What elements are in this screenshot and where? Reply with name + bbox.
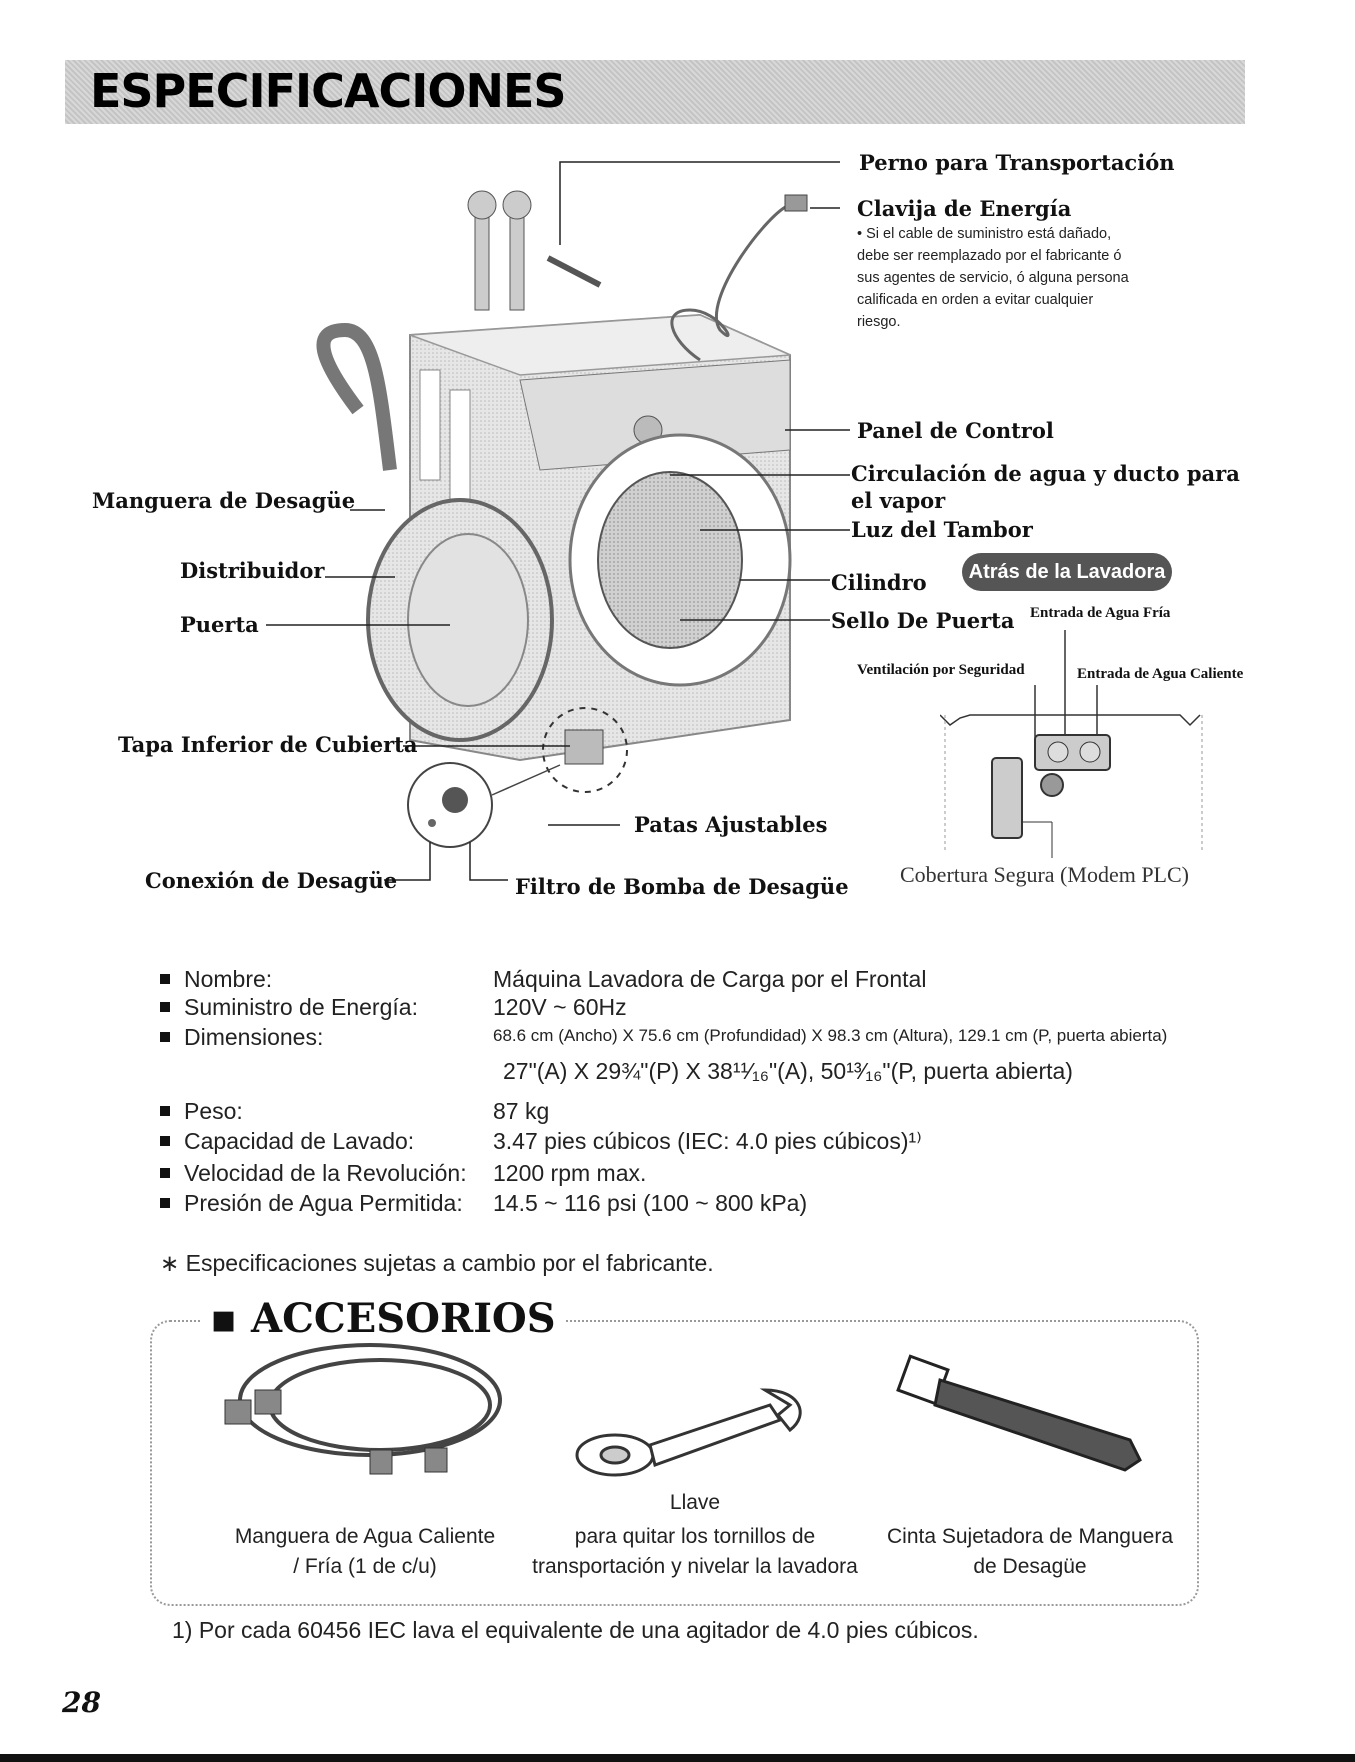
page-number: 28 bbox=[62, 1686, 101, 1719]
spec-row: Presión de Agua Permitida: 14.5 ~ 116 psi (100 ~ 800 kPa) bbox=[160, 1190, 463, 1217]
label-panel: Panel de Control bbox=[857, 418, 1054, 443]
label-distribuidor: Distribuidor bbox=[180, 558, 325, 583]
disclaimer: ∗ Especificaciones sujetas a cambio por el fabricante. bbox=[160, 1250, 714, 1276]
accessory-caption-tie-2: de Desagüe bbox=[973, 1555, 1087, 1578]
accessory-caption-llave: Llave bbox=[669, 1491, 721, 1514]
spec-row: Nombre: Máquina Lavadora de Carga por el Frontal bbox=[160, 966, 272, 993]
label-entrada-fria: Entrada de Agua Fría bbox=[1030, 605, 1171, 621]
page-title: ESPECIFICACIONES bbox=[90, 64, 566, 118]
bottom-rule bbox=[0, 1754, 1355, 1762]
spec-row: Capacidad de Lavado: 3.47 pies cúbicos (IEC: 4.0 pies cúbicos)¹⁾ bbox=[160, 1128, 414, 1155]
label-filtro: Filtro de Bomba de Desagüe bbox=[515, 874, 849, 899]
label-cilindro: Cilindro bbox=[831, 570, 927, 595]
spec-row: Velocidad de la Revolución: 1200 rpm max. bbox=[160, 1160, 467, 1187]
back-of-washer-badge: Atrás de la Lavadora bbox=[962, 553, 1172, 591]
label-puerta: Puerta bbox=[180, 612, 259, 637]
label-tapa: Tapa Inferior de Cubierta bbox=[118, 732, 418, 757]
label-perno: Perno para Transportación bbox=[859, 150, 1175, 175]
spec-row: Peso: 87 kg bbox=[160, 1098, 243, 1125]
label-entrada-caliente: Entrada de Agua Caliente bbox=[1077, 666, 1244, 682]
label-sello: Sello De Puerta bbox=[831, 608, 1015, 633]
accessory-caption-wrench-2: transportación y nivelar la lavadora bbox=[532, 1555, 858, 1578]
accessories-title: ▪ ACCESORIOS bbox=[200, 1295, 566, 1342]
cable-tie-icon bbox=[898, 1356, 1140, 1470]
label-clavija: Clavija de Energía bbox=[857, 196, 1072, 221]
accessory-caption-hose-2: / Fría (1 de c/u) bbox=[293, 1555, 437, 1578]
accessory-caption-hose-1: Manguera de Agua Caliente bbox=[234, 1525, 496, 1548]
label-patas: Patas Ajustables bbox=[634, 812, 828, 837]
accessory-caption-tie-1: Cinta Sujetadora de Manguera bbox=[886, 1525, 1174, 1548]
label-luz: Luz del Tambor bbox=[851, 517, 1033, 542]
label-cobertura: Cobertura Segura (Modem PLC) bbox=[900, 862, 1189, 887]
label-ventilacion: Ventilación por Seguridad bbox=[857, 662, 1025, 678]
spec-row: Dimensiones: 68.6 cm (Ancho) X 75.6 cm (Profundidad) X 98.3 cm (Altura), 129.1 cm (P, puerta abierta) bbox=[160, 1024, 323, 1051]
label-circulacion-1: Circulación de agua y ducto para bbox=[851, 461, 1240, 486]
label-conexion: Conexión de Desagüe bbox=[145, 868, 398, 893]
accessory-caption-wrench-1: para quitar los tornillos de bbox=[574, 1525, 816, 1548]
label-manguera: Manguera de Desagüe bbox=[92, 488, 356, 513]
spec-row: Suministro de Energía: 120V ~ 60Hz bbox=[160, 994, 418, 1021]
label-circulacion-2: el vapor bbox=[851, 488, 946, 513]
label-clavija-note: • Si el cable de suministro está dañado, debe ser reemplazado por el fabricante ó sus agentes de servicio, ó alguna persona calificada en orden a evitar cualquier riesgo. bbox=[857, 226, 1129, 330]
wrench-icon bbox=[577, 1390, 800, 1475]
specs-list: Nombre: Máquina Lavadora de Carga por el Frontal Suministro de Energía: 120V ~ 60Hz Dimensiones: 68.6 cm (Ancho) X 75.6 cm (Profundidad) X 98.3 cm (Altura), 129.1 cm (P, puerta abierta) 27"(A) X 29¾"(P) X 38¹¹⁄₁₆"(A), 50¹³⁄₁₆"(P, puerta abierta) Peso: 87 kg Capacidad de Lavado: 3.47 pies cúbicos (IEC: 4.0 pies cúbicos)¹⁾ Velocidad de la Revolución: 1200 rpm max. Presión de Agua Permitida: 14.5 ~ 116 psi (100 ~ 800 kPa) ∗ Especificaciones sujetas a cambio por el fabricante. bbox=[160, 966, 1168, 1276]
footnote: 1) Por cada 60456 IEC lava el equivalente de una agitador de 4.0 pies cúbicos. bbox=[172, 1617, 979, 1643]
